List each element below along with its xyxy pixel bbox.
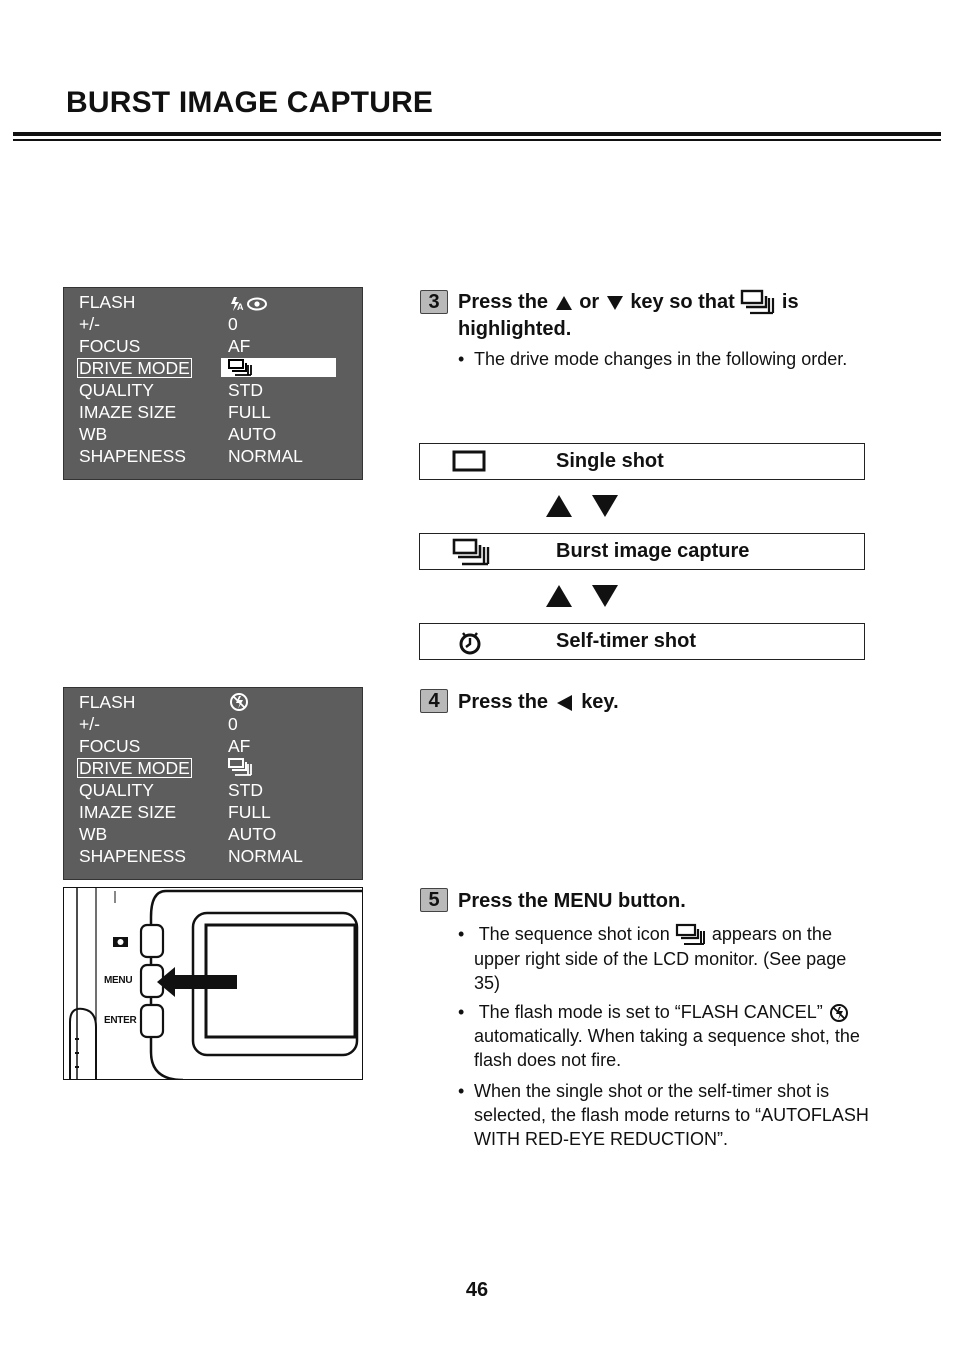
lcd-menu-after-selection [63,687,363,880]
bullet-text: • The sequence shot icon appears on the upper right side of the LCD monitor. (See page 35) [458,922,864,995]
menu-label: QUALITY [79,380,154,400]
step-badge: 4 [420,689,448,713]
up-down-arrows-icon [545,492,625,520]
menu-value: STD [228,380,263,400]
down-arrow-icon [605,294,625,312]
menu-value: 0 [228,714,238,734]
menu-label: FLASH [79,292,136,312]
step-badge: 5 [420,888,448,912]
menu-label-highlighted: DRIVE MODE [79,358,190,378]
step5-instruction: Press the MENU button. [458,890,686,912]
mode-label: Burst image capture [556,540,750,562]
burst-icon [452,537,492,567]
menu-value: AUTO [228,424,277,444]
menu-label: SHAPENESS [79,846,186,866]
menu-label: FOCUS [79,336,141,356]
mode-self-timer [419,623,865,660]
menu-label: WB [79,824,108,844]
menu-value: 0 [228,314,238,334]
up-down-arrows-icon [545,582,625,610]
lcd-menu-drive-selected [63,287,363,480]
page-title: BURST IMAGE CAPTURE [66,86,434,119]
menu-value: AF [228,736,251,756]
menu-label: WB [79,424,108,444]
burst-icon [228,358,254,377]
menu-value: FULL [228,402,271,422]
single-shot-icon [452,448,488,476]
step4-instruction: Press the key. [458,691,619,713]
bullet-text: • When the single shot or the self-timer shot is selected, the flash mode returns to “AUTOFLASH WITH RED-EYE REDUCTION”. [458,1079,869,1151]
menu-label: FLASH [79,692,136,712]
menu-label: +/- [79,714,100,734]
header-rule-thick [13,132,941,136]
mode-single-shot [419,443,865,480]
step3-instruction: Press the or key so that is highlighted. [458,291,799,341]
menu-label: FOCUS [79,736,141,756]
flash-cancel-icon [828,1002,850,1024]
burst-icon [675,923,707,947]
menu-label: QUALITY [79,780,154,800]
bullet-text: • The flash mode is set to “FLASH CANCEL” automatically. When taking a sequence shot, the flash does not fire. [458,1000,874,1072]
left-arrow-icon [554,694,576,712]
menu-value: FULL [228,802,271,822]
header-rule-thin [13,139,941,141]
menu-value: AUTO [228,824,277,844]
mode-label: Self-timer shot [556,630,697,652]
menu-value: NORMAL [228,846,303,866]
menu-label: SHAPENESS [79,446,186,466]
self-timer-icon [456,628,492,656]
mode-burst-capture [419,533,865,570]
camera-back-illustration [63,887,363,1080]
menu-label-highlighted: DRIVE MODE [79,758,190,778]
up-arrow-icon [554,294,574,312]
menu-button-label: MENU [104,975,133,986]
step-badge: 3 [420,290,448,314]
menu-value-highlight [221,358,336,377]
menu-value: NORMAL [228,446,303,466]
svg-text:A: A [237,302,244,312]
menu-label: IMAZE SIZE [79,802,177,822]
menu-value: AF [228,336,251,356]
page-number: 46 [465,1279,489,1301]
menu-value: STD [228,780,263,800]
menu-label: +/- [79,314,100,334]
menu-label: IMAZE SIZE [79,402,177,422]
mode-label: Single shot [556,450,664,472]
bullet-text: • The drive mode changes in the following order. [458,347,864,371]
burst-icon [740,289,776,316]
enter-button-label: ENTER [104,1015,137,1026]
